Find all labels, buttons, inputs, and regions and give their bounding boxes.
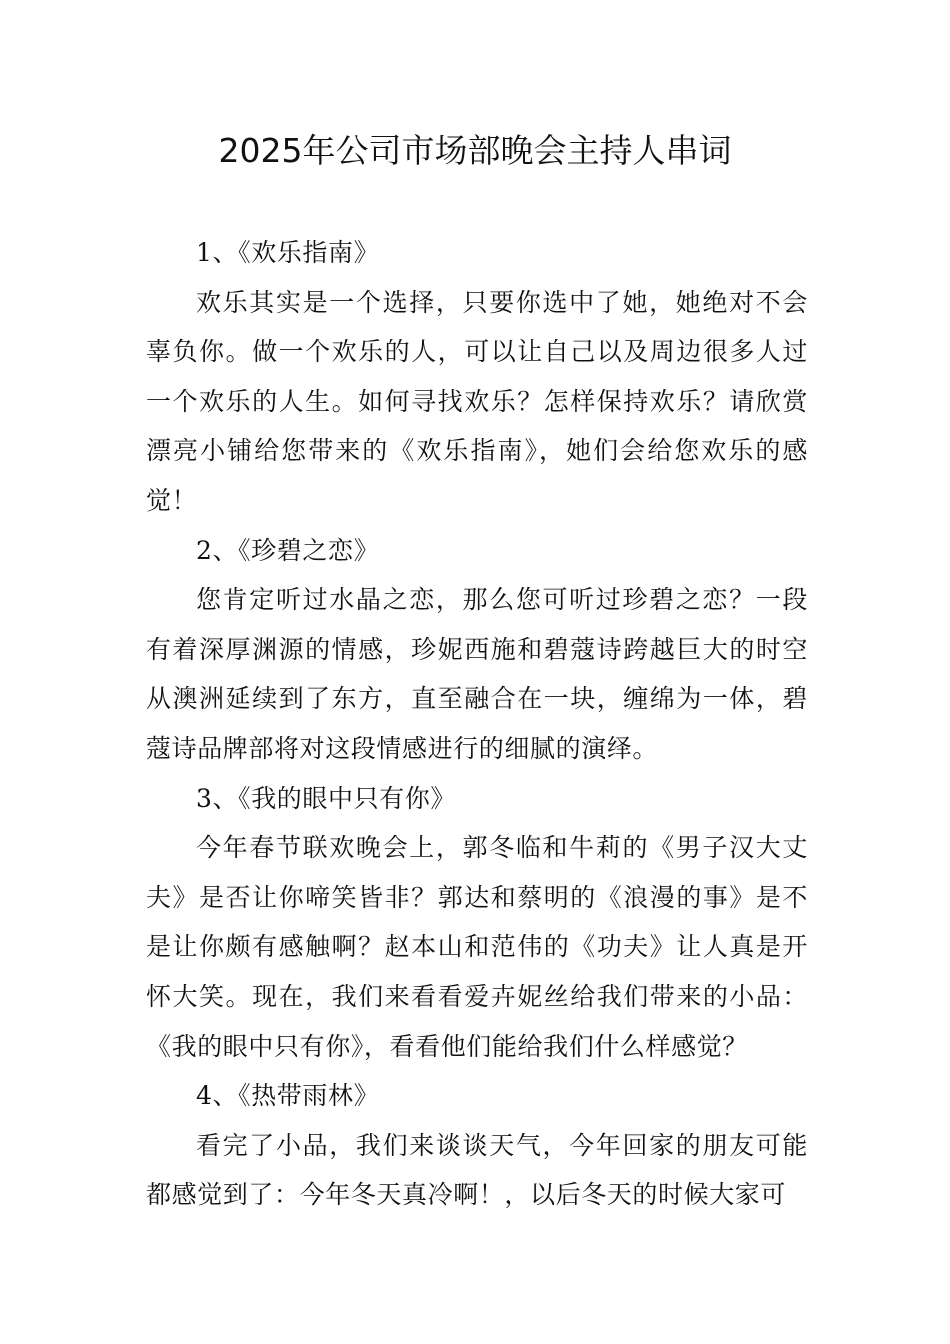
- section-heading-2: 2、《珍碧之恋》: [196, 535, 380, 565]
- section-heading-4: 4、《热带雨林》: [196, 1081, 380, 1111]
- document-title: 2025年公司市场部晚会主持人串词: [218, 131, 732, 170]
- section-paragraph-2: 您肯定听过水晶之恋，那么您可听过珍碧之恋？一段有着深厚渊源的情感，珍妮西施和碧蔻诗跨越巨大的时空从澳洲延续到了东方，直至融合在一块，缠绵为一体，碧蔻诗品牌部将对这段情感进行的细腻的演绎。: [146, 585, 808, 763]
- section-heading-1: 1、《欢乐指南》: [196, 238, 380, 267]
- document-body: [146, 228, 808, 1220]
- section-paragraph-4: 看完了小品，我们来谈谈天气，今年回家的朋友可能都感觉到了：今年冬天真冷啊！，以后冬天的时候大家可: [146, 1130, 808, 1210]
- section-paragraph-3: 今年春节联欢晚会上，郭冬临和牛莉的《男子汉大丈夫》是否让你啼笑皆非？郭达和蔡明的《浪漫的事》是不是让你颇有感触啊？赵本山和范伟的《功夫》让人真是开怀大笑。现在，我们来看看爱卉妮丝给我们带来的小品：《我的眼中只有你》，看看他们能给我们什么样感觉？: [146, 833, 808, 1061]
- section-paragraph-1: 欢乐其实是一个选择，只要你选中了她，她绝对不会辜负你。做一个欢乐的人，可以让自己以及周边很多人过一个欢乐的人生。如何寻找欢乐？怎样保持欢乐？请欣赏漂亮小铺给您带来的《欢乐指南》，她们会给您欢乐的感觉！: [146, 287, 808, 515]
- section-heading-3: 3、《我的眼中只有你》: [196, 783, 457, 813]
